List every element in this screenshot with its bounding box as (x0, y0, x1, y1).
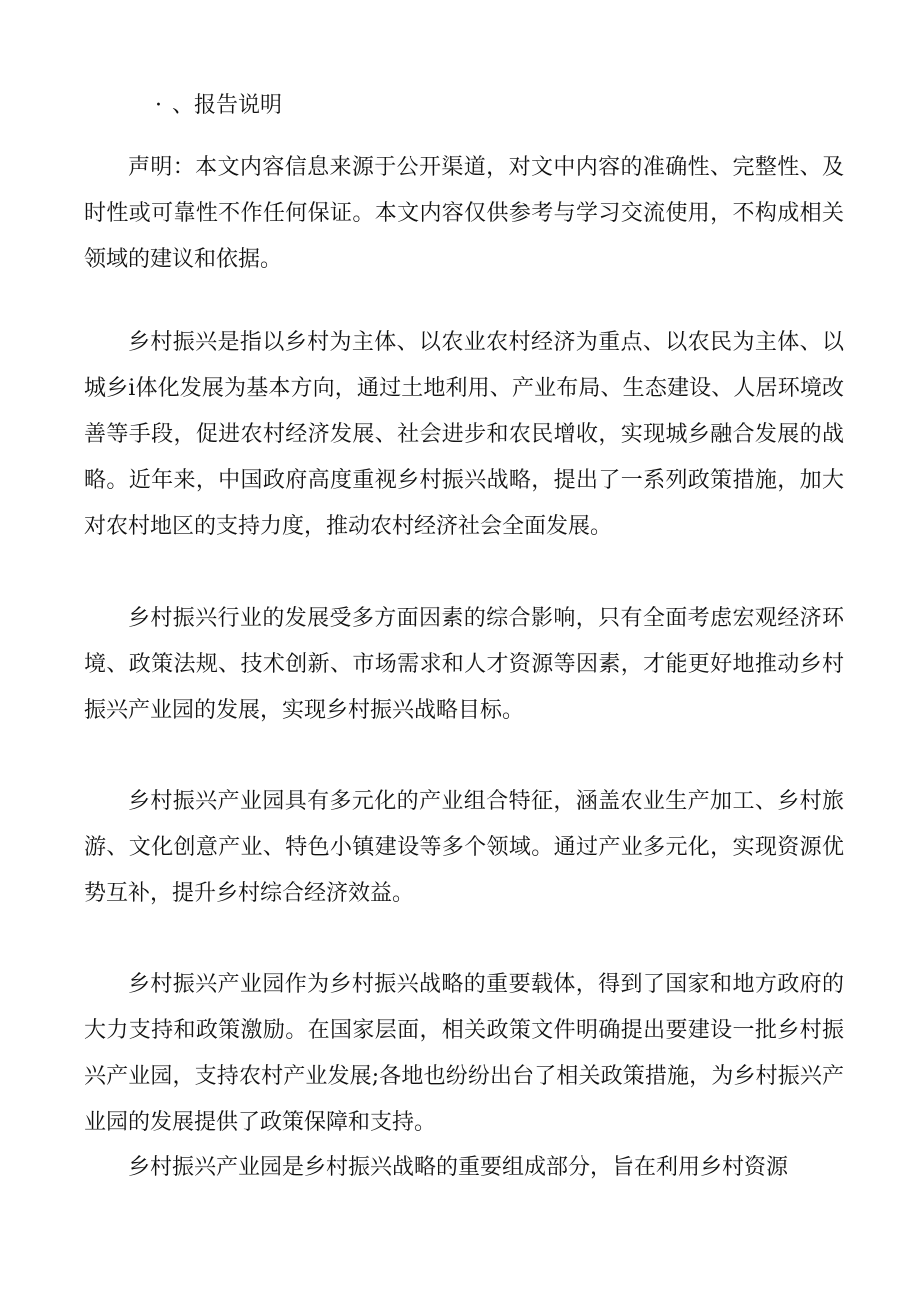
paragraph-purpose: 乡村振兴产业园是乡村振兴战略的重要组成部分，旨在利用乡村资源 (128, 1155, 789, 1180)
heading-text: 、报告说明 (172, 93, 283, 118)
paragraph-disclaimer: 声明：本文内容信息来源于公开渠道，对文中内容的准确性、完整性、及时性或可靠性不作任何保证。本文内容仅供参考与学习交流使用，不构成相关领域的建议和依据。 (84, 155, 844, 272)
paragraph-definition: 乡村振兴是指以乡村为主体、以农业农村经济为重点、以农民为主体、以城乡i体化发展为基本方向，通过土地利用、产业布局、生态建设、人居环境改善等手段，促进农村经济发展、社会进步和农民增收，实现城乡融合发展的战略。近年来，中国政府高度重视乡村振兴战略，提出了一系列政策措施，加大对农村地区的支持力度，推动农村经济社会全面发展。 (84, 330, 844, 539)
paragraph-diversification: 乡村振兴产业园具有多元化的产业组合特征，涵盖农业生产加工、乡村旅游、文化创意产业、特色小镇建设等多个领域。通过产业多元化，实现资源优势互补，提升乡村综合经济效益。 (84, 789, 844, 906)
paragraph-factors: 乡村振兴行业的发展受多方面因素的综合影响，只有全面考虑宏观经济环境、政策法规、技术创新、市场需求和人才资源等因素，才能更好地推动乡村振兴产业园的发展，实现乡村振兴战略目标。 (84, 606, 844, 723)
section-heading (155, 89, 282, 123)
paragraph-policy-support: 乡村振兴产业园作为乡村振兴战略的重要载体，得到了国家和地方政府的大力支持和政策激励。在国家层面，相关政策文件明确提出要建设一批乡村振兴产业园，支持农村产业发展;各地也纷纷出台了相关政策措施，为乡村振兴产业园的发展提供了政策保障和支持。 (84, 972, 844, 1135)
heading-bullet: · (155, 93, 162, 118)
